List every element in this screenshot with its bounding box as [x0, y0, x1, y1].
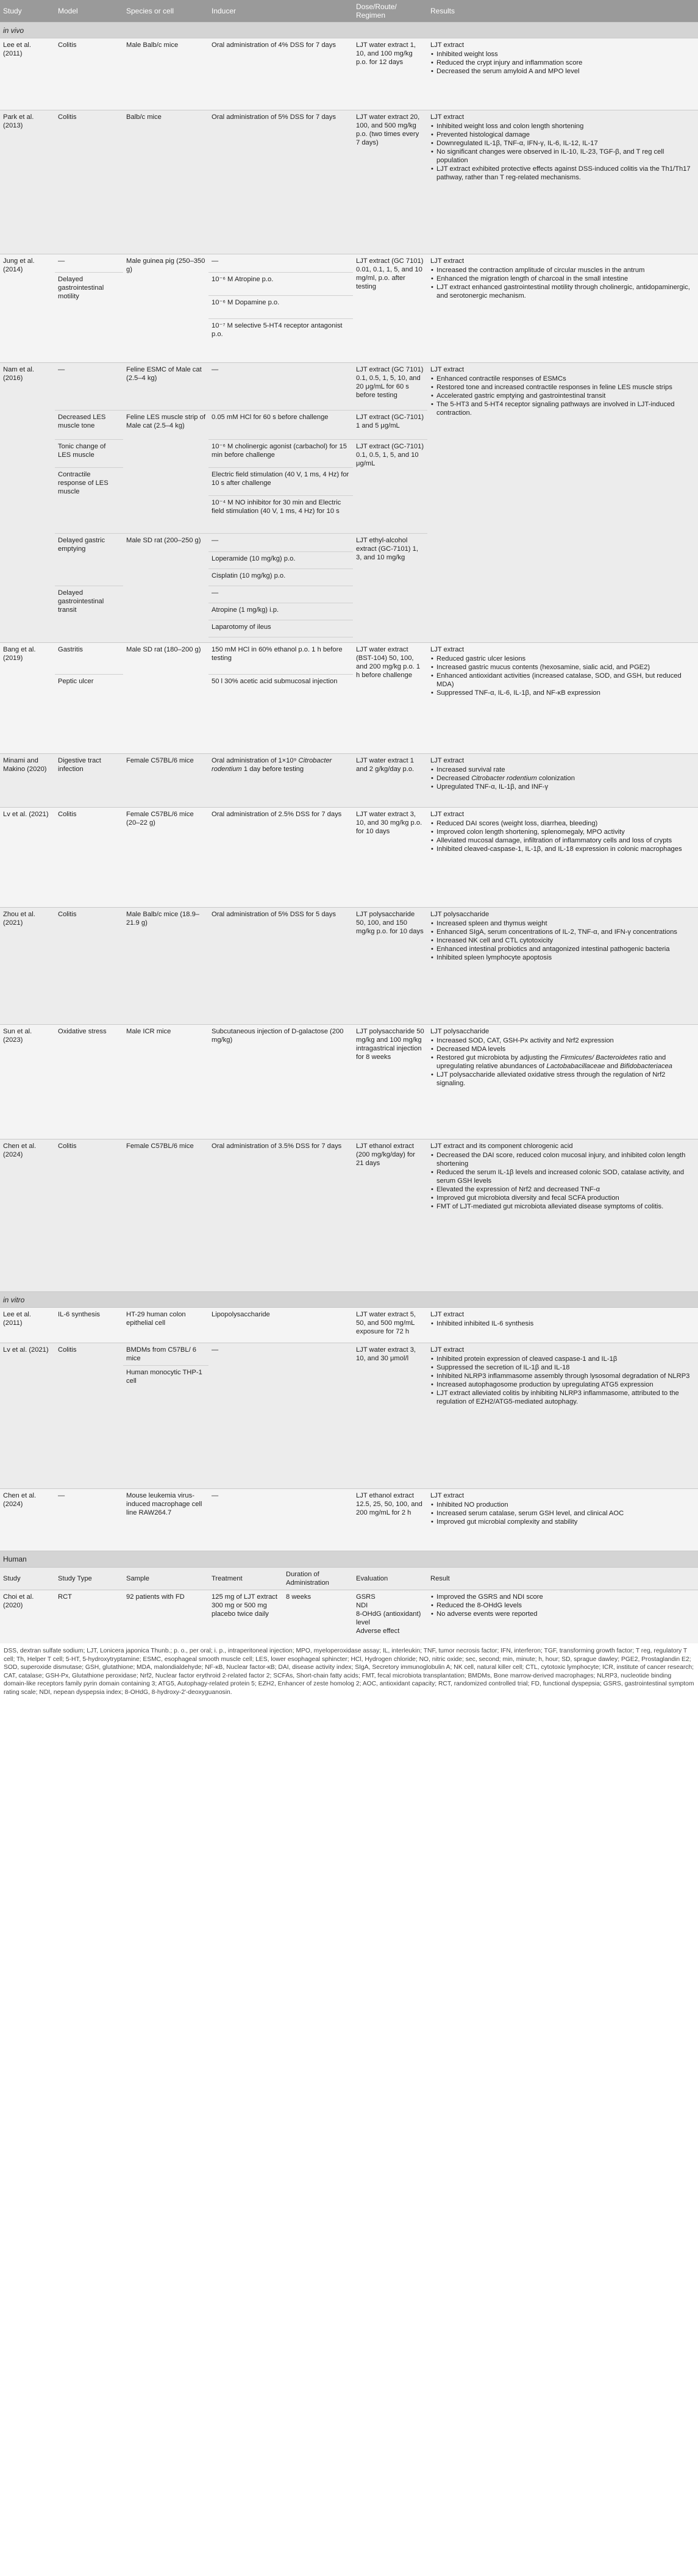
species-cell: HT-29 human colon epithelial cell — [123, 1308, 208, 1343]
results-cell — [427, 808, 698, 908]
results-list — [430, 1355, 695, 1406]
human-header-treatment: Treatment — [208, 1567, 283, 1590]
result-item: • FMT of LJT-mediated gut microbiota alleviated disease symptoms of colitis. — [430, 1202, 695, 1211]
results-list — [430, 655, 695, 697]
result-item: • Upregulated TNF-α, IL-1β, and INF-γ — [430, 783, 695, 791]
table-row — [0, 110, 698, 254]
model-cell: Contractile response of LES muscle — [55, 468, 123, 534]
results-cell — [427, 1025, 698, 1139]
study-cell: Chen et al. (2024) — [0, 1489, 55, 1551]
study-cell: Lee et al. (2011) — [0, 38, 55, 110]
results-list — [430, 50, 695, 76]
result-item: • Accelerated gastric emptying and gastrointestinal transit — [430, 392, 695, 400]
result-item: • LJT extract exhibited protective effects against DSS-induced colitis via the Th1/Th17 pathway, rather than T reg-related mechanisms. — [430, 165, 695, 182]
evaluation-item: NDI — [356, 1601, 368, 1609]
result-item: • Restored tone and increased contractile responses in feline LES muscle strips — [430, 383, 695, 392]
study-cell: Jung et al. (2014) — [0, 254, 55, 363]
model-cell: Colitis — [55, 110, 123, 254]
results-heading: LJT extract — [430, 757, 465, 764]
result-item: • Increased SOD, CAT, GSH-Px activity and Nrf2 expression — [430, 1036, 695, 1045]
model-cell: — — [55, 1489, 123, 1551]
species-cell: Mouse leukemia virus-induced macrophage cell line RAW264.7 — [123, 1489, 208, 1551]
human-header-evaluation: Evaluation — [353, 1567, 427, 1590]
species-cell: Male ICR mice — [123, 1025, 208, 1139]
results-cell — [427, 1489, 698, 1551]
result-item: • Increased spleen and thymus weight — [430, 919, 695, 928]
table-row — [0, 1590, 698, 1643]
inducer-cell: Laparotomy of ileus — [208, 620, 353, 637]
results-cell — [427, 363, 698, 643]
study-cell: Nam et al. (2016) — [0, 363, 55, 643]
results-heading: LJT polysaccharide — [430, 1028, 490, 1035]
results-cell — [427, 643, 698, 754]
dose-cell: LJT extract (GC 7101) 0.1, 0.5, 1, 5, 10, and 20 μg/mL for 60 s before testing — [353, 363, 427, 411]
inducer-cell: Oral administration of 2.5% DSS for 7 days — [208, 808, 353, 908]
result-item — [430, 774, 695, 783]
inducer-text: 1 day before testing — [241, 766, 304, 773]
results-list — [430, 1319, 695, 1328]
result-item: • Improved the GSRS and NDI score — [430, 1593, 695, 1601]
results-heading: LJT extract — [430, 811, 465, 818]
header-model: Model — [55, 0, 123, 23]
result-item: • Improved gut microbiota diversity and fecal SCFA production — [430, 1194, 695, 1202]
model-cell: Colitis — [55, 1343, 123, 1489]
result-item: • Inhibited cleaved-caspase-1, IL-1β, and IL-18 expression in colonic macrophages — [430, 845, 695, 853]
results-heading: LJT extract — [430, 366, 465, 373]
table-header-row — [0, 0, 698, 23]
inducer-cell — [208, 637, 353, 643]
result-item: • Decreased the serum amyloid A and MPO level — [430, 67, 695, 76]
human-header-duration: Duration of Administration — [283, 1567, 353, 1590]
result-item: • Increased survival rate — [430, 766, 695, 774]
inducer-cell: — — [208, 254, 353, 273]
result-item: • No adverse events were reported — [430, 1610, 695, 1618]
dose-cell: LJT water extract 1, 10, and 100 mg/kg p.o. for 12 days — [353, 38, 427, 110]
study-cell: Bang et al. (2019) — [0, 643, 55, 754]
result-item: • Inhibited NO production — [430, 1501, 695, 1509]
model-cell: Colitis — [55, 908, 123, 1025]
study-cell: Minami and Makino (2020) — [0, 754, 55, 808]
result-item: • Inhibited weight loss and colon length shortening — [430, 122, 695, 131]
table-row — [0, 1139, 698, 1292]
result-item: • Reduced gastric ulcer lesions — [430, 655, 695, 663]
result-text: Decreased — [436, 775, 472, 782]
result-item — [430, 1053, 695, 1071]
model-cell: IL-6 synthesis — [55, 1308, 123, 1343]
inducer-cell: Oral administration of 4% DSS for 7 days — [208, 38, 353, 110]
result-text: colonization — [536, 775, 575, 782]
inducer-cell: Oral administration of 5% DSS for 5 days — [208, 908, 353, 1025]
results-list — [430, 122, 695, 182]
inducer-cell — [208, 754, 353, 808]
results-cell — [427, 1590, 698, 1643]
result-item: • Enhanced intestinal probiotics and antagonized intestinal pathogenic bacteria — [430, 945, 695, 953]
dose-cell: LJT polysaccharide 50 mg/kg and 100 mg/kg intragastrical injection for 8 weeks — [353, 1025, 427, 1139]
species-cell: Male Balb/c mice (18.9–21.9 g) — [123, 908, 208, 1025]
header-species: Species or cell — [123, 0, 208, 23]
result-item: • Decreased MDA levels — [430, 1045, 695, 1053]
species-cell: Female C57BL/6 mice — [123, 1139, 208, 1292]
table-row — [0, 1025, 698, 1139]
table-row — [0, 1343, 698, 1366]
results-list — [430, 1151, 695, 1211]
results-heading: LJT extract — [430, 257, 465, 265]
result-item: • Suppressed the secretion of IL-1β and IL-18 — [430, 1363, 695, 1372]
model-cell: Digestive tract infection — [55, 754, 123, 808]
study-cell: Park et al. (2013) — [0, 110, 55, 254]
species-name: Citrobacter rodentium — [471, 775, 537, 782]
result-item: • Reduced the 8-OHdG levels — [430, 1601, 695, 1610]
result-item: • Improved colon length shortening, splenomegaly, MPO activity — [430, 828, 695, 836]
header-study: Study — [0, 0, 55, 23]
model-cell: Peptic ulcer — [55, 675, 123, 754]
results-cell — [427, 754, 698, 808]
dose-cell: LJT ethanol extract (200 mg/kg/day) for 21 days — [353, 1139, 427, 1292]
human-table — [0, 1567, 698, 1644]
result-item: • Increased gastric mucus contents (hexosamine, sialic acid, and PGE2) — [430, 663, 695, 672]
results-heading: LJT extract — [430, 1346, 465, 1354]
result-item: • Downregulated IL-1β, TNF-α, IFN-γ, IL-6, IL-12, IL-17 — [430, 139, 695, 148]
inducer-cell: — — [208, 363, 353, 411]
study-cell: Lv et al. (2021) — [0, 808, 55, 908]
inducer-cell: — — [208, 586, 353, 603]
model-cell: Oxidative stress — [55, 1025, 123, 1139]
results-heading: LJT extract and its component chlorogenic acid — [430, 1143, 573, 1150]
taxon-name: Firmicutes/ Bacteroidetes — [560, 1054, 638, 1061]
result-item: • The 5-HT3 and 5-HT4 receptor signaling pathways are involved in LJT-induced contraction. — [430, 400, 695, 417]
model-cell: — — [55, 363, 123, 411]
result-item: • Inhibited NLRP3 inflammasome assembly through lysosomal degradation of NLRP3 — [430, 1372, 695, 1380]
study-cell: Sun et al. (2023) — [0, 1025, 55, 1139]
result-item: • Alleviated mucosal damage, infiltration of inflammatory cells and loss of crypts — [430, 836, 695, 845]
species-cell: Male Balb/c mice — [123, 38, 208, 110]
results-cell — [427, 1343, 698, 1489]
result-item: • No significant changes were observed in IL-10, IL-23, TGF-β, and T reg cell population — [430, 148, 695, 165]
evaluation-cell — [353, 1590, 427, 1643]
species-cell: Male SD rat (200–250 g) — [123, 534, 208, 643]
taxon-name: Lactobabacillaceae — [546, 1063, 605, 1070]
result-item: • Enhanced antioxidant activities (increased catalase, SOD, and GSH, but reduced MDA) — [430, 672, 695, 689]
dose-cell: LJT extract (GC 7101) 0.01, 0.1, 1, 5, and 10 mg/ml, p.o. after testing — [353, 254, 427, 363]
species-cell: Human monocytic THP-1 cell — [123, 1366, 208, 1489]
table-row — [0, 38, 698, 110]
inducer-cell: Loperamide (10 mg/kg) p.o. — [208, 552, 353, 569]
table-row — [0, 754, 698, 808]
result-item: • LJT extract alleviated colitis by inhibiting NLRP3 inflammasome, attributed to the regulation of EZH2/ATG5-mediated autophagy. — [430, 1389, 695, 1406]
result-item: • Increased the contraction amplitude of circular muscles in the antrum — [430, 266, 695, 274]
inducer-text: Oral administration of 1×10⁹ — [212, 757, 299, 764]
inducer-cell: 10⁻⁶ M Dopamine p.o. — [208, 296, 353, 319]
header-results: Results — [427, 0, 698, 23]
results-cell — [427, 38, 698, 110]
human-header-type: Study Type — [55, 1567, 123, 1590]
treatment-cell: 125 mg of LJT extract 300 mg or 500 mg placebo twice daily — [208, 1590, 283, 1643]
result-item: • Increased serum catalase, serum GSH level, and clinical AOC — [430, 1509, 695, 1518]
inducer-cell: Electric field stimulation (40 V, 1 ms, 4 Hz) for 10 s after challenge — [208, 468, 353, 496]
dose-cell: LJT water extract 20, 100, and 500 mg/kg p.o. (two times every 7 days) — [353, 110, 427, 254]
results-list — [430, 919, 695, 962]
result-text: ratio and upregulating relative abundances of — [436, 1054, 666, 1070]
result-item: • Reduced DAI scores (weight loss, diarrhea, bleeding) — [430, 819, 695, 828]
dose-cell: LJT ethyl-alcohol extract (GC-7101) 1, 3, and 10 mg/kg — [353, 534, 427, 643]
table-footnote: DSS, dextran sulfate sodium; LJT, Lonicera japonica Thunb.; p. o., per oral; i. p., intraperitoneal injection; MPO, myeloperoxidase assay; IL, interleukin; TNF, tumor necrosis factor; IFN, interferon; TGF, transforming growth factor; T reg, regulatory T cell; Th, Helper T cell; 5-HT, 5-hydroxytryptamine; ESMC, esophageal smooth muscle cell; LES, lower esophageal sphincter; HCl, Hydrogen chloride; NO, nitric oxide; sec, second; min, minute; h, hour; SD, sprague dawley; PGE2, Prostaglandin E2; SOD, superoxide dismutase; GSH, glutathione; MDA, malondialdehyde; NF-κB, Nuclear factor-κB; DAI, disease activity index; SIgA, Secretory immunoglobulin A; NK cell, natural killer cell; CTL, cytotoxic lymphocyte; ICR, institute of cancer research; CAT, catalase; GSH-Px, Glutathione peroxidase; Nrf2, Nuclear factor erythroid 2-related factor 2; SCFAs, Short-chain fatty acids; FMT, fecal microbiota transplantation; BMDMs, Bone marrow-derived macrophages; NLRP3, nucleotide binding domain-like receptors family pyrin domain containing 3; ATG5, Autophagy-related protein 5; EZH2, Enhancer of zeste homolog 2; AOC, antioxidant capacity; RCT, randomized controlled trial; FD, functional dyspepsia; GSRS, gastrointestinal symptom rating scale; NDI, nepean dyspepsia index; 8-OHdG, 8-hydroxy-2'-deoxyguanosin. — [0, 1643, 698, 1696]
table-row — [0, 363, 698, 411]
type-cell: RCT — [55, 1590, 123, 1643]
model-cell: Colitis — [55, 38, 123, 110]
model-cell: Delayed gastrointestinal motility — [55, 273, 123, 363]
results-heading: LJT polysaccharide — [430, 911, 490, 918]
result-item: • Enhanced SIgA, serum concentrations of IL-2, TNF-α, and IFN-γ concentrations — [430, 928, 695, 936]
inducer-cell: Oral administration of 5% DSS for 7 days — [208, 110, 353, 254]
dose-cell: LJT water extract 3, 10, and 30 μmol/l — [353, 1343, 427, 1489]
dose-cell: LJT polysaccharide 50, 100, and 150 mg/kg p.o. for 10 days — [353, 908, 427, 1025]
results-cell — [427, 110, 698, 254]
study-cell: Zhou et al. (2021) — [0, 908, 55, 1025]
results-list — [430, 766, 695, 791]
dose-cell: LJT water extract (BST-104) 50, 100, and 200 mg/kg p.o. 1 h before challenge — [353, 643, 427, 754]
inducer-cell: Atropine (1 mg/kg) i.p. — [208, 603, 353, 620]
result-item: • Enhanced the migration length of charcoal in the small intestine — [430, 274, 695, 283]
dose-cell: LJT ethanol extract 12.5, 25, 50, 100, and 200 mg/mL for 2 h — [353, 1489, 427, 1551]
study-cell: Chen et al. (2024) — [0, 1139, 55, 1292]
species-cell: Female C57BL/6 mice — [123, 754, 208, 808]
results-list — [430, 1501, 695, 1526]
inducer-cell: — — [208, 1343, 353, 1489]
sample-cell: 92 patients with FD — [123, 1590, 208, 1643]
inducer-cell: 10⁻⁶ M Atropine p.o. — [208, 273, 353, 296]
results-list — [430, 1593, 695, 1618]
result-item: • LJT polysaccharide alleviated oxidative stress through the regulation of Nrf2 signaling. — [430, 1071, 695, 1088]
result-item: • Prevented histological damage — [430, 131, 695, 139]
results-heading: LJT extract — [430, 41, 465, 49]
dose-cell: LJT extract (GC-7101) 1 and 5 μg/mL — [353, 411, 427, 440]
result-item: • Improved gut microbial complexity and stability — [430, 1518, 695, 1526]
dose-cell: LJT water extract 1 and 2 g/kg/day p.o. — [353, 754, 427, 808]
human-header-result: Result — [427, 1567, 698, 1590]
result-item: • Increased autophagosome production by upregulating ATG5 expression — [430, 1380, 695, 1389]
species-cell: Balb/c mice — [123, 110, 208, 254]
species-cell: Male guinea pig (250–350 g) — [123, 254, 208, 363]
evaluation-item: GSRS — [356, 1593, 376, 1601]
results-cell — [427, 1139, 698, 1292]
section-in-vitro: in vitro — [0, 1292, 698, 1308]
model-cell: Colitis — [55, 1139, 123, 1292]
result-item: • Decreased the DAI score, reduced colon mucosal injury, and inhibited colon length shortening — [430, 1151, 695, 1168]
inducer-cell: 10⁻⁶ M cholinergic agonist (carbachol) for 15 min before challenge — [208, 440, 353, 468]
result-text: and — [605, 1063, 621, 1070]
result-item: • Suppressed TNF-α, IL-6, IL-1β, and NF-κB expression — [430, 689, 695, 697]
results-cell — [427, 1308, 698, 1343]
inducer-cell: Cisplatin (10 mg/kg) p.o. — [208, 569, 353, 586]
inducer-cell: 0.05 mM HCl for 60 s before challenge — [208, 411, 353, 440]
results-cell — [427, 908, 698, 1025]
dose-cell: LJT water extract 3, 10, and 30 mg/kg p.o. for 10 days — [353, 808, 427, 908]
table-row — [0, 1308, 698, 1343]
results-list — [430, 819, 695, 853]
inducer-cell: 10⁻⁴ M NO inhibitor for 30 min and Electric field stimulation (40 V, 1 ms, 4 Hz) for 10 s — [208, 496, 353, 534]
section-in-vivo: in vivo — [0, 23, 698, 38]
human-header-row — [0, 1567, 698, 1590]
result-item: • Inhibited spleen lymphocyte apoptosis — [430, 953, 695, 962]
header-dose: Dose/Route/ Regimen — [353, 0, 427, 23]
results-heading: LJT extract — [430, 113, 465, 121]
result-item: • Reduced the crypt injury and inflammation score — [430, 59, 695, 67]
inducer-cell: 10⁻⁷ M selective 5-HT4 receptor antagonist p.o. — [208, 319, 353, 363]
human-header-sample: Sample — [123, 1567, 208, 1590]
result-text: Restored gut microbiota by adjusting the — [436, 1054, 561, 1061]
model-cell: Colitis — [55, 808, 123, 908]
table-row — [0, 643, 698, 675]
species-cell: Feline LES muscle strip of Male cat (2.5–4 kg) — [123, 411, 208, 534]
results-cell — [427, 254, 698, 363]
study-cell: Lv et al. (2021) — [0, 1343, 55, 1489]
result-item: • LJT extract enhanced gastrointestinal motility through cholinergic, antidopaminergic, and serotonergic mechanism. — [430, 283, 695, 300]
inducer-cell: — — [208, 534, 353, 552]
model-cell: Gastritis — [55, 643, 123, 675]
model-cell: Delayed gastrointestinal transit — [55, 586, 123, 643]
result-item: • Inhibited weight loss — [430, 50, 695, 59]
result-item: • Reduced the serum IL-1β levels and increased colonic SOD, catalase activity, and serum GSH levels — [430, 1168, 695, 1185]
header-inducer: Inducer — [208, 0, 353, 23]
result-item: • Increased NK cell and CTL cytotoxicity — [430, 936, 695, 945]
dose-cell: LJT extract (GC-7101) 0.1, 0.5, 1, 5, and 10 μg/mL — [353, 440, 427, 534]
result-item: • Inhibited inhibited IL-6 synthesis — [430, 1319, 695, 1328]
human-header-study: Study — [0, 1567, 55, 1590]
model-cell: Delayed gastric emptying — [55, 534, 123, 586]
table-row — [0, 908, 698, 1025]
model-cell: Decreased LES muscle tone — [55, 411, 123, 440]
inducer-cell: Subcutaneous injection of D-galactose (200 mg/kg) — [208, 1025, 353, 1139]
model-cell: — — [55, 254, 123, 273]
table-row — [0, 1489, 698, 1551]
duration-cell: 8 weeks — [283, 1590, 353, 1643]
results-list — [430, 1036, 695, 1088]
species-cell: Feline ESMC of Male cat (2.5–4 kg) — [123, 363, 208, 411]
results-heading: LJT extract — [430, 1311, 465, 1318]
result-item: • Elevated the expression of Nrf2 and decreased TNF-α — [430, 1185, 695, 1194]
results-heading: LJT extract — [430, 646, 465, 653]
result-item: • Enhanced contractile responses of ESMCs — [430, 375, 695, 383]
inducer-cell: — — [208, 1489, 353, 1551]
evaluation-item: Adverse effect — [356, 1627, 400, 1635]
species-cell: Male SD rat (180–200 g) — [123, 643, 208, 754]
section-human: Human — [0, 1551, 698, 1567]
results-heading: LJT extract — [430, 1492, 465, 1499]
species-cell: BMDMs from C57BL/ 6 mice — [123, 1343, 208, 1366]
inducer-cell: 150 mM HCl in 60% ethanol p.o. 1 h before testing — [208, 643, 353, 675]
species-cell: Female C57BL/6 mice (20–22 g) — [123, 808, 208, 908]
result-item: • Inhibited protein expression of cleaved caspase-1 and IL-1β — [430, 1355, 695, 1363]
inducer-cell: Lipopolysaccharide — [208, 1308, 353, 1343]
table-row — [0, 254, 698, 273]
results-list — [430, 375, 695, 417]
evaluation-item: 8-OHdG (antioxidant) level — [356, 1610, 421, 1626]
study-cell: Choi et al. (2020) — [0, 1590, 55, 1643]
taxon-name: Bifidobacteriacea — [620, 1063, 672, 1070]
results-list — [430, 266, 695, 300]
study-cell: Lee et al. (2011) — [0, 1308, 55, 1343]
dose-cell: LJT water extract 5, 50, and 500 mg/mL exposure for 72 h — [353, 1308, 427, 1343]
inducer-cell: 50 l 30% acetic acid submucosal injection — [208, 675, 353, 754]
table-row — [0, 808, 698, 908]
inducer-cell: Oral administration of 3.5% DSS for 7 days — [208, 1139, 353, 1292]
model-cell: Tonic change of LES muscle — [55, 440, 123, 468]
species-name: Citrobacter rodentium — [212, 757, 332, 773]
